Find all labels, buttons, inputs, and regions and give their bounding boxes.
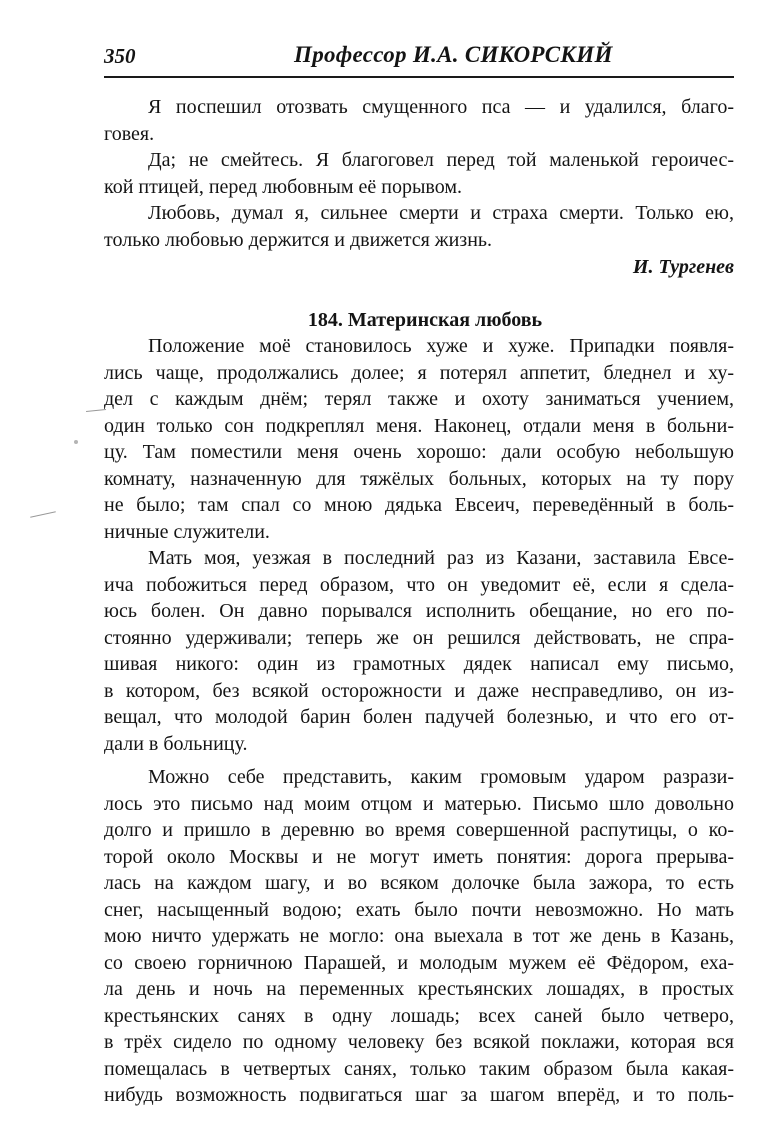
text-line: в трёх сидело по одному человеку без всякой поклажи, которая вся xyxy=(104,1031,734,1053)
text-line: Да; не смейтесь. Я благоговел перед той маленькой героичес- xyxy=(148,149,734,171)
text-line: Можно себе представить, каким громовым ударом разрази- xyxy=(148,766,734,788)
text-line: торой около Москвы и не могут иметь понятия: дорога прерыва- xyxy=(104,845,734,868)
text-line: снег, насыщенный водою; ехать было почти невозможно. Но мать xyxy=(104,898,734,921)
text-line: нибудь возможность подвигаться шаг за шагом вперёд, и то поль- xyxy=(104,1084,734,1106)
text-line: только любовью держится и движется жизнь. xyxy=(104,228,493,251)
text-line: ла день и ночь на переменных крестьянских лошадях, в простых xyxy=(104,978,734,1000)
text-line: комнату, назначенную для тяжёлых больных, которых на ту пору xyxy=(104,467,734,490)
text-line: шивая никого: один из грамотных дядек написал ему письмо, xyxy=(104,653,734,675)
text-line: помещалась в четвертых санях, только таким образом была какая- xyxy=(104,1057,734,1080)
text-line: один только сон подкреплял меня. Наконец, отдали меня в больни- xyxy=(104,414,734,437)
text-line: вещал, что молодой барин болен падучей болезнью, и что его от- xyxy=(104,706,734,728)
text-line: цу. Там поместили меня очень хорошо: дали особую небольшую xyxy=(104,441,734,463)
page-number: 350 xyxy=(104,44,136,68)
text-line: юсь болен. Он давно порывался исполнить обещание, но его по- xyxy=(104,600,734,622)
section-title: 184. Материнская любовь xyxy=(307,309,543,331)
text-line: ничные служители. xyxy=(104,520,270,543)
text-line: Мать моя, уезжая в последний раз из Казани, заставила Евсе- xyxy=(148,547,734,569)
text-line: ича побожиться перед образом, что он уведомит её, если я сдела- xyxy=(104,573,734,596)
page-header xyxy=(104,42,734,76)
text-line: стоянно удерживали; теперь же он решился действовать, не спра- xyxy=(104,626,734,649)
page-body xyxy=(104,94,734,1109)
text-line: лась на каждом шагу, и во всяком долочке была зажора, то есть xyxy=(104,872,734,894)
text-line: не было; там спал со мною дядька Евсеич, переведённый в боль- xyxy=(104,494,734,516)
text-line: дали в больницу. xyxy=(104,732,248,755)
paragraph-gap xyxy=(104,757,734,764)
scan-mark xyxy=(74,440,78,444)
text-line: Любовь, думал я, сильнее смерти и страха смерти. Только ею, xyxy=(148,202,734,224)
text-line: лись чаще, продолжались долее; я потерял аппетит, бледнел и ху- xyxy=(104,361,734,384)
text-line: со своею горничною Парашей, и молодым мужем её Фёдором, еха- xyxy=(104,951,734,974)
text-line: крестьянских санях в одну лошадь; всех саней было четверо, xyxy=(104,1004,734,1027)
text-line: Я поспешил отозвать смущенного пса — и удалился, благо- xyxy=(148,96,734,118)
text-line: дел с каждым днём; терял также и охоту заниматься учением, xyxy=(104,388,734,410)
scan-mark xyxy=(30,511,56,517)
scan-mark xyxy=(86,409,106,412)
text-line: в котором, без всякой осторожности и даже несправедливо, он из- xyxy=(104,679,734,702)
text-line: лось это письмо над моим отцом и матерью. Письмо шло довольно xyxy=(104,792,734,815)
running-title: Профессор И.А. СИКОРСКИЙ xyxy=(294,42,613,67)
text-line: кой птицей, перед любовным её порывом. xyxy=(104,175,463,198)
text-line: мою ничто удержать не могло: она выехала в тот же день в Казань, xyxy=(104,925,734,947)
text-line: Положение моё становилось хуже и хуже. Припадки появля- xyxy=(148,335,734,357)
author-signature: И. Тургенев xyxy=(632,256,734,278)
text-line: говея. xyxy=(104,122,155,145)
header-divider xyxy=(104,76,734,78)
text-line: долго и пришло в деревню во время совершенной распутицы, о ко- xyxy=(104,819,734,841)
